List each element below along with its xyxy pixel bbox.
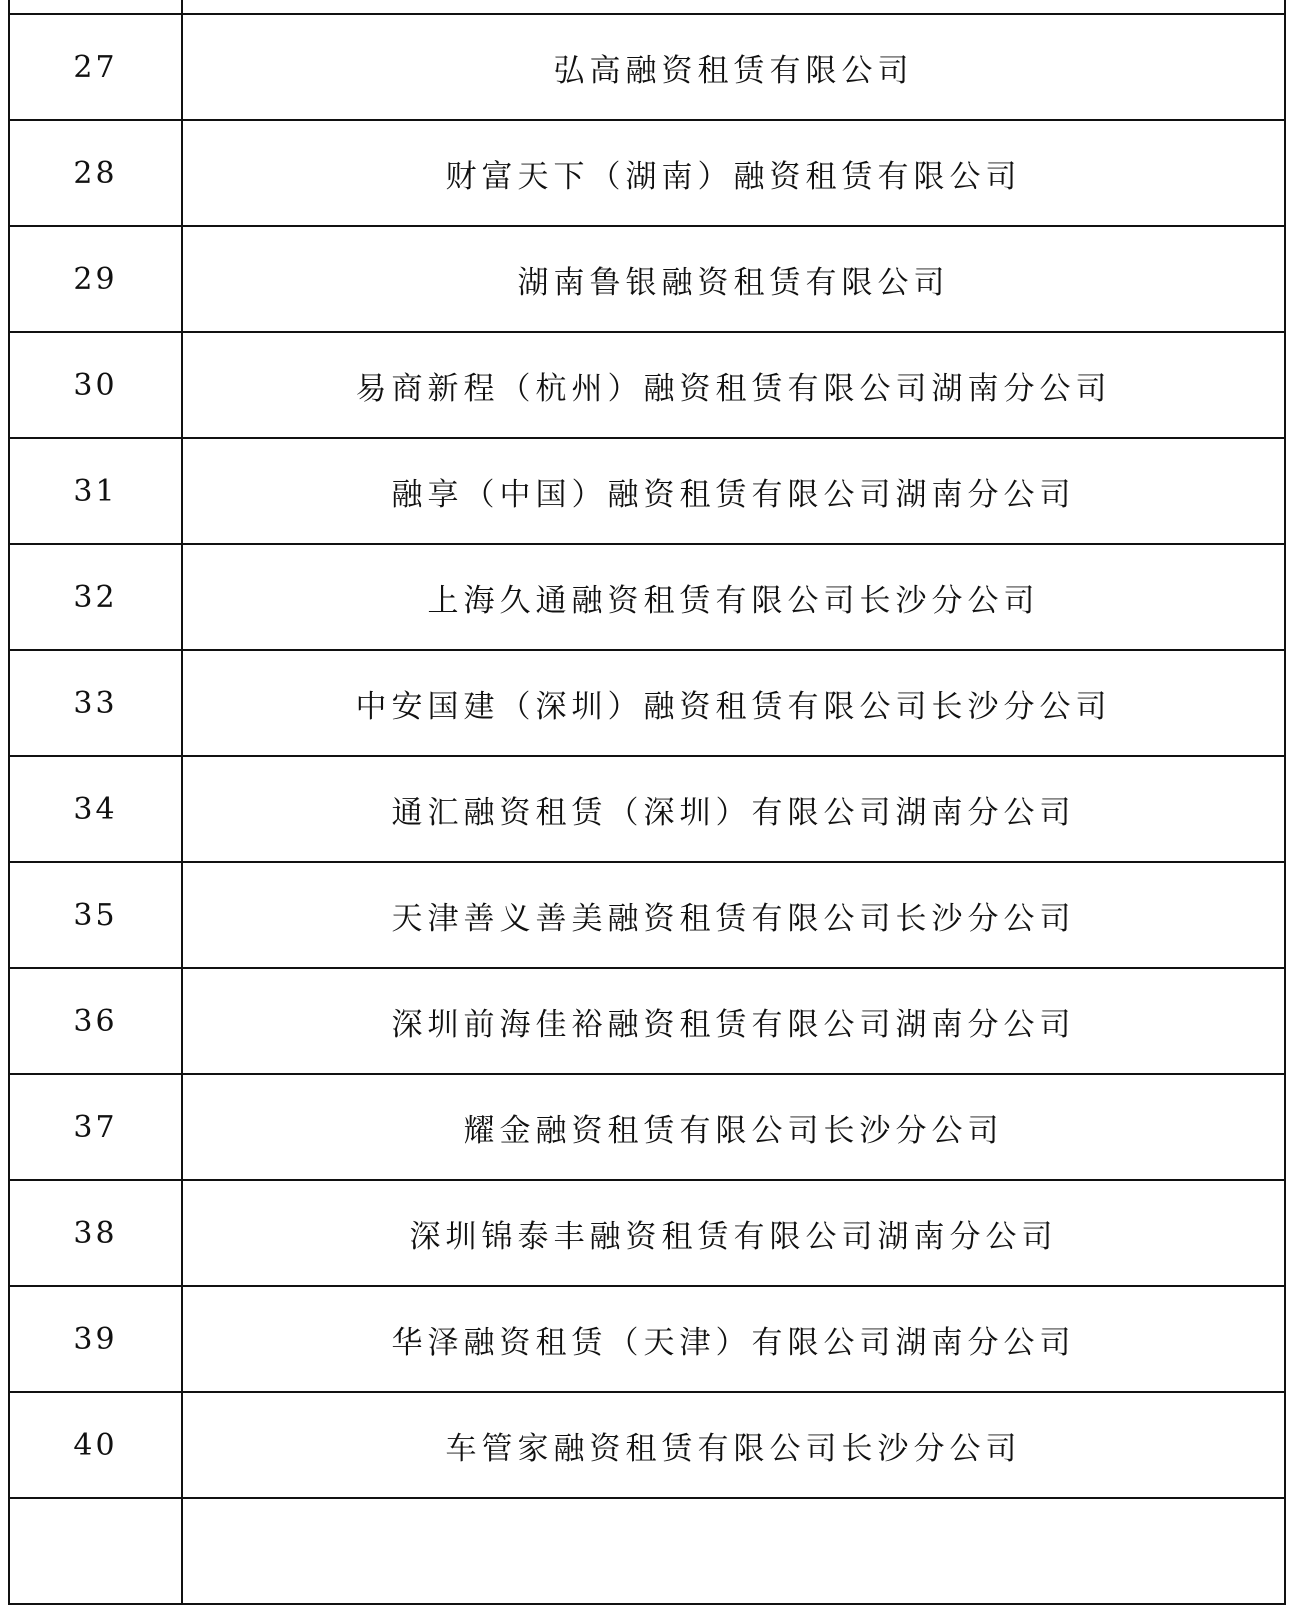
table-row — [9, 1286, 1285, 1392]
cell-number: 40 — [9, 1392, 182, 1498]
cell-company-name: 融享（中国）融资租赁有限公司湖南分公司 — [182, 438, 1285, 544]
table-row — [9, 862, 1285, 968]
table-row — [9, 968, 1285, 1074]
table-row — [9, 438, 1285, 544]
cell-company-name: 易商新程（杭州）融资租赁有限公司湖南分公司 — [182, 332, 1285, 438]
cell-number: 36 — [9, 968, 182, 1074]
cell-number: 34 — [9, 756, 182, 862]
company-table-wrapper — [8, 0, 1284, 1605]
cell-number: 31 — [9, 438, 182, 544]
table-row — [9, 332, 1285, 438]
cell-number: 35 — [9, 862, 182, 968]
table-row — [9, 544, 1285, 650]
table-row-partial-top — [9, 0, 1285, 14]
cell-company-name: 天津善义善美融资租赁有限公司长沙分公司 — [182, 862, 1285, 968]
company-table — [8, 0, 1286, 1605]
table-row — [9, 14, 1285, 120]
table-row — [9, 650, 1285, 756]
cell-company-name — [182, 1498, 1285, 1604]
cell-number: 27 — [9, 14, 182, 120]
table-row-partial-bottom — [9, 1498, 1285, 1604]
cell-company-name: 深圳锦泰丰融资租赁有限公司湖南分公司 — [182, 1180, 1285, 1286]
cell-number: 30 — [9, 332, 182, 438]
cell-number — [9, 0, 182, 14]
cell-company-name: 耀金融资租赁有限公司长沙分公司 — [182, 1074, 1285, 1180]
table-row — [9, 1392, 1285, 1498]
cell-number: 32 — [9, 544, 182, 650]
cell-company-name: 车管家融资租赁有限公司长沙分公司 — [182, 1392, 1285, 1498]
cell-company-name: 湖南鲁银融资租赁有限公司 — [182, 226, 1285, 332]
cell-company-name: 上海久通融资租赁有限公司长沙分公司 — [182, 544, 1285, 650]
cell-company-name: 华泽融资租赁（天津）有限公司湖南分公司 — [182, 1286, 1285, 1392]
cell-company-name: 财富天下（湖南）融资租赁有限公司 — [182, 120, 1285, 226]
table-row — [9, 1074, 1285, 1180]
cell-company-name — [182, 0, 1285, 14]
cell-number: 38 — [9, 1180, 182, 1286]
cell-number: 28 — [9, 120, 182, 226]
cell-number: 33 — [9, 650, 182, 756]
table-row — [9, 756, 1285, 862]
cell-number: 39 — [9, 1286, 182, 1392]
table-row — [9, 120, 1285, 226]
cell-number: 37 — [9, 1074, 182, 1180]
cell-company-name: 中安国建（深圳）融资租赁有限公司长沙分公司 — [182, 650, 1285, 756]
table-row — [9, 1180, 1285, 1286]
cell-number: 29 — [9, 226, 182, 332]
cell-company-name: 深圳前海佳裕融资租赁有限公司湖南分公司 — [182, 968, 1285, 1074]
cell-number — [9, 1498, 182, 1604]
cell-company-name: 弘高融资租赁有限公司 — [182, 14, 1285, 120]
table-row — [9, 226, 1285, 332]
cell-company-name: 通汇融资租赁（深圳）有限公司湖南分公司 — [182, 756, 1285, 862]
